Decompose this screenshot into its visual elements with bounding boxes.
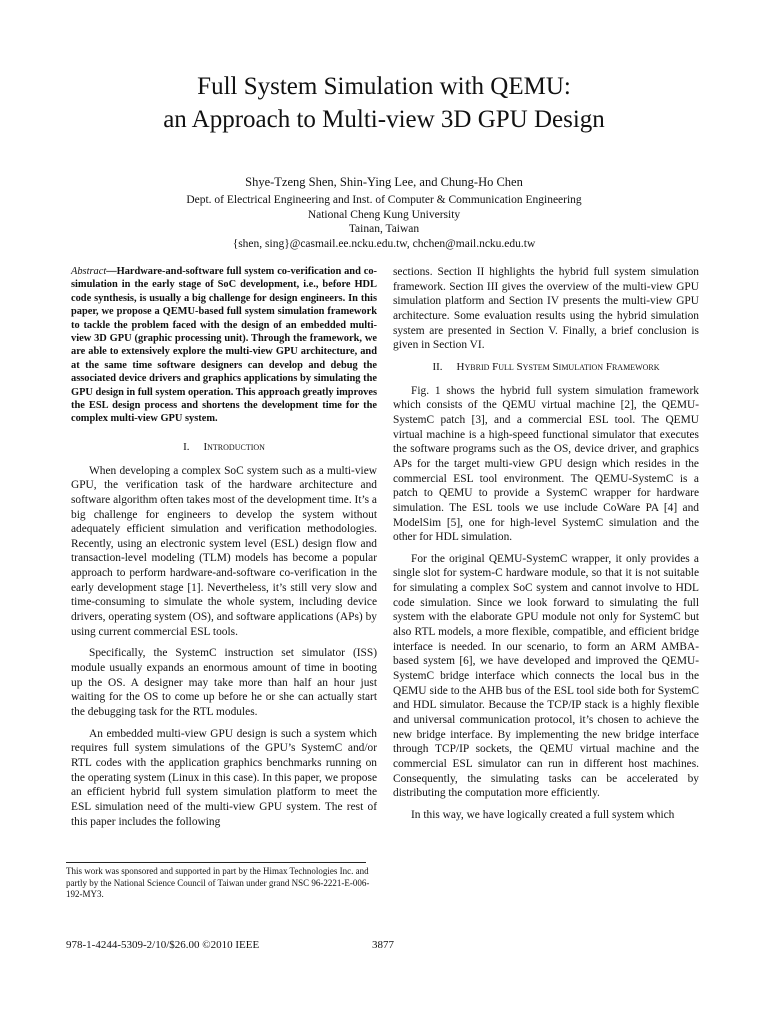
affiliation-university: National Cheng Kung University: [307, 208, 461, 221]
affiliation-location: Tainan, Taiwan: [348, 223, 420, 235]
title-line-1: Full System Simulation with QEMU:: [197, 73, 571, 100]
section-1-number: I.: [183, 440, 190, 453]
affiliation-block: [40, 193, 728, 251]
section-2-title: Hybrid Full System Simulation Framework: [456, 360, 660, 373]
intro-continuation: sections. Section II highlights the hybrid full system simulation framework. Section III gives the overview of the multi-view GPU simulation platform and Section IV presents the multi-view GPU architecture. Some evaluation results using the hybrid simulation system are presented in Section V. Finally, a brief conclusion is given in Section VI.: [393, 266, 699, 352]
title-line-2: an Approach to Multi-view 3D GPU Design: [163, 106, 605, 133]
intro-paragraph-3: An embedded multi-view GPU design is such a system which requires full system simulations of the GPU’s SystemC and/or RTL codes with the application graphics benchmarks running on the operating system (Linux in this case). In this paper, we propose an efficient hybrid full system simulation platform to meet the ESL simulation need of the multi-view GPU system. The rest of this paper includes the following: [71, 727, 377, 828]
page-number: 3877: [372, 939, 394, 951]
author-list: Shye-Tzeng Shen, Shin-Ying Lee, and Chung-Ho Chen: [245, 175, 523, 189]
abstract-text: —Hardware-and-software full system co-verification and co-simulation in the early stage of SoC development, i.e., before HDL code synthesis, is usually a big challenge for design engineers. In this paper, we propose a QEMU-based full system simulation framework to tackle the problem faced with the design of an embedded multi-view 3D GPU (graphic processing unit). Through the framework, we are able to extensively explore the multi-view GPU architecture, and at the same time software designers can develop and debug the associated device drivers and graphics applications by simulating the GPU design in full system operation. This approach greatly improves the ESL design process and shortens the development time for the complex multi-view GPU system.: [71, 266, 377, 425]
intro-paragraph-2: Specifically, the SystemC instruction set simulator (ISS) module usually expands an enormous amount of time in booting up the OS. A designer may take more than half an hour just waiting for the OS to come up before he or she can actually start the debugging task for the RTL modules.: [71, 647, 377, 719]
copyright-line: 978-1-4244-5309-2/10/$26.00 ©2010 IEEE: [66, 939, 260, 951]
left-column: [71, 265, 377, 836]
footnote: This work was sponsored and supported in part by the Himax Technologies Inc. and partly by the National Science Council of Taiwan under grand NSC 96-2221-E-006-192-MY3.: [66, 866, 370, 899]
section-1-heading: [71, 440, 377, 455]
affiliation-emails: {shen, sing}@casmail.ee.ncku.edu.tw, chchen@mail.ncku.edu.tw: [232, 237, 536, 250]
section-1-title: Introduction: [203, 440, 265, 453]
section-2-heading: [393, 360, 699, 375]
right-column: [393, 265, 699, 830]
footnote-divider: [66, 862, 366, 863]
intro-paragraph-1: When developing a complex SoC system such as a multi-view GPU, the verification task of the hardware architecture and software algorithm often takes most of the development time. It’s a big challenge for engineers to develop the system without adequately efficient simulation and verification methodologies. Recently, using an electronic system level (ESL) design flow and transaction-level modeling (TLM) models has become a popular approach to perform hardware-and-software co-verification in the early development stage [1]. Nevertheless, it’s still very slow and time-consuming to simulate the whole system, including device drivers, operating system (OS), and software applications (APs) by using current commercial ESL tools.: [71, 464, 377, 638]
abstract: [71, 265, 377, 426]
framework-paragraph-1: Fig. 1 shows the hybrid full system simulation framework which consists of the QEMU virtual machine [2], the QEMU-SystemC patch [3], and a commercial ESL tool. The QEMU virtual machine is a high-speed functional simulator that executes the software programs such as the OS, device driver, and graphics APs for the target multi-view GPU design which resides in the commercial ESL tool environment. The QEMU-SystemC is a patch to QEMU to provide a SystemC wrapper for hardware simulation. The ESL tools we use include CoWare PA [4] and ModelSim [5], one for high-level SystemC simulation and the other for HDL simulation.: [393, 384, 699, 544]
section-2-number: II.: [432, 360, 443, 373]
framework-paragraph-2: For the original QEMU-SystemC wrapper, it only provides a single slot for system-C hardware module, so that it is not suitable for simulating a complex SoC system and cannot involve to HDL code simulation. Since we look forward to simulating the full system with the elaborate GPU module not only for SystemC but also RTL models, a more flexible, compatible, and efficient bridge interface is needed. In our scenario, to form an ARM AMBA-based system [6], we have developed and improved the QEMU-SystemC bridge interface which connects the local bus in the QEMU side to the AHB bus of the ESL tool side both for SystemC and HDL simulator. Because the TCP/IP stack is a highly flexible and universal communication protocol, it’s chosen to achieve the new bridge interface. By implementing the new bridge interface through TCP/IP sockets, the QEMU virtual machine and the commercial ESL simulator can run in different host machines. Consequently, the simulating tasks can be accelerated by distributing the computation more efficiently.: [393, 552, 699, 800]
affiliation-department: Dept. of Electrical Engineering and Inst. of Computer & Communication Engineering: [186, 194, 582, 206]
paper-title: [40, 70, 728, 136]
framework-paragraph-3: In this way, we have logically created a full system which: [411, 808, 675, 821]
abstract-label: Abstract: [71, 266, 107, 277]
